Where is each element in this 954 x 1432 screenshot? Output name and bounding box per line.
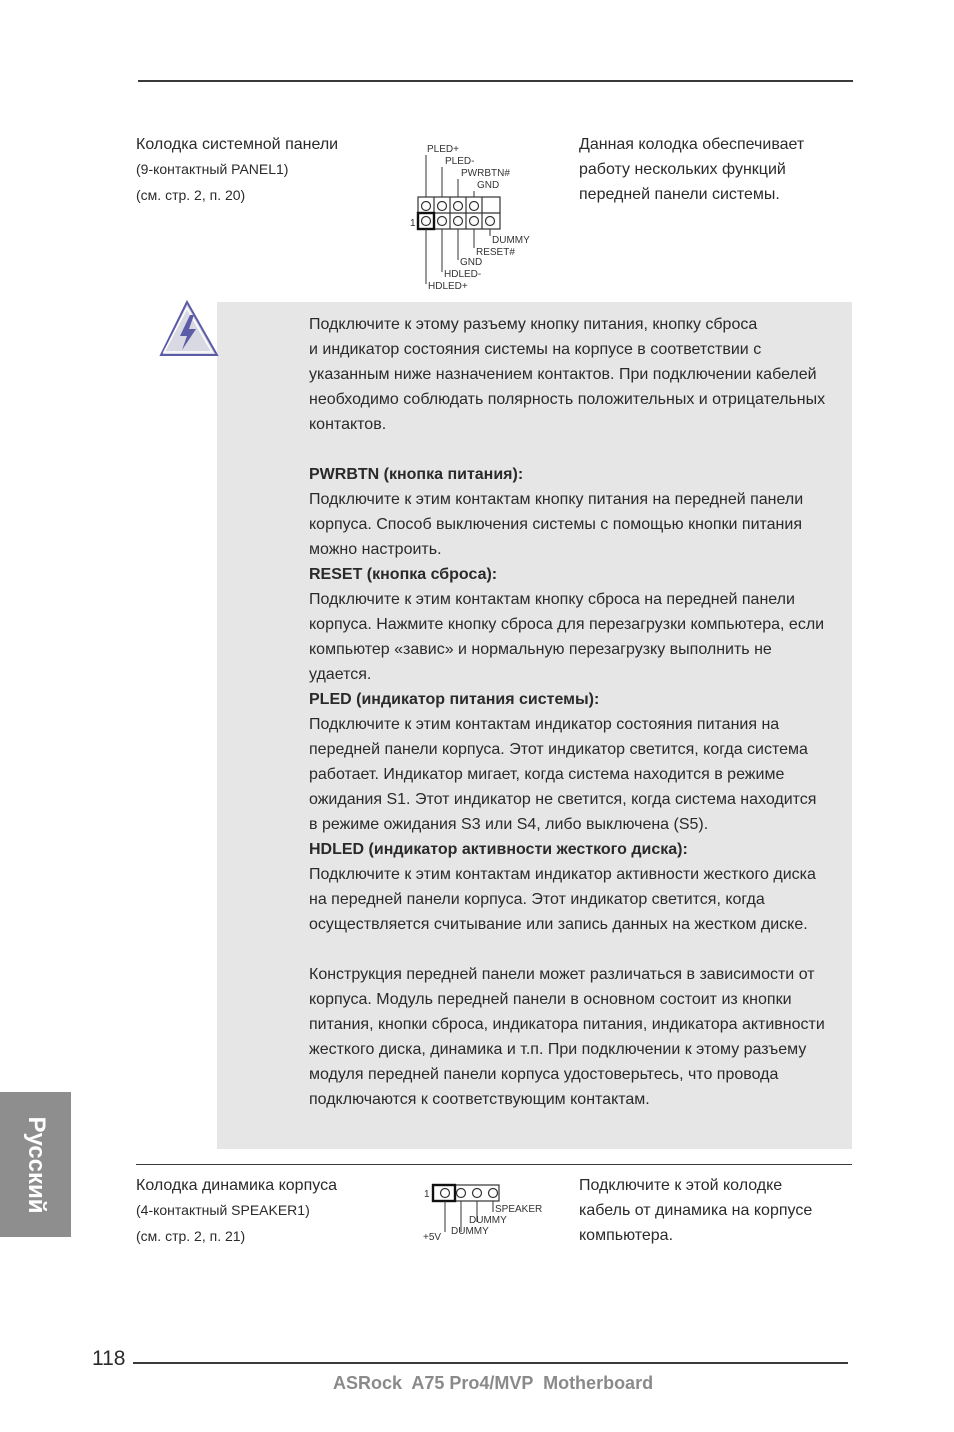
speaker-header-pins: (4-контактный SPEAKER1) xyxy=(136,1202,310,1218)
label-hdled-minus: HDLED- xyxy=(444,269,482,280)
language-side-tab xyxy=(0,1092,71,1237)
label-speaker-dummy2: DUMMY xyxy=(451,1226,489,1237)
speaker-desc-line: кабель от динамика на корпусе xyxy=(579,1202,813,1219)
warning-icon xyxy=(158,298,220,358)
label-plus5v: +5V xyxy=(423,1232,442,1242)
hdled-heading: HDLED (индикатор активности жесткого диска): xyxy=(309,841,688,858)
label-pwrbtn: PWRBTN# xyxy=(461,168,510,179)
hdled-line: Подключите к этим контактам индикатор активности жесткого диска xyxy=(309,866,816,883)
note-outro-line: модуля передней панели корпуса удостоверьтесь, что провода xyxy=(309,1066,779,1083)
pwrbtn-line: Подключите к этим контактам кнопку питания на передней панели xyxy=(309,491,804,508)
label-dummy: DUMMY xyxy=(492,235,530,246)
pwrbtn-line: можно настроить. xyxy=(309,541,442,558)
note-content xyxy=(309,312,854,1112)
note-intro-line: необходимо соблюдать полярность положительных и отрицательных xyxy=(309,391,826,408)
reset-line: Подключите к этим контактам кнопку сброса на передней панели xyxy=(309,591,795,608)
note-outro-line: Конструкция передней панели может различаться в зависимости от xyxy=(309,966,815,983)
pled-line: в режиме ожидания S3 или S4, либо выключена (S5). xyxy=(309,816,709,833)
label-gnd-top: GND xyxy=(477,180,500,191)
label-speaker-dummy1: DUMMY xyxy=(469,1215,507,1226)
label-speaker: SPEAKER xyxy=(495,1204,543,1215)
label-pled-minus: PLED- xyxy=(445,156,475,167)
panel-header-pins: (9-контактный PANEL1) xyxy=(136,161,289,177)
note-outro-line: корпуса. Модуль передней панели в основном состоит из кнопки xyxy=(309,991,792,1008)
panel-desc-line: передней панели системы. xyxy=(579,186,780,203)
panel-desc-line: работу нескольких функций xyxy=(579,161,786,178)
hdled-line: на передней панели корпуса. Этот индикатор светится, когда xyxy=(309,891,765,908)
note-intro-line: контактов. xyxy=(309,416,387,433)
label-reset: RESET# xyxy=(476,247,515,258)
reset-line: компьютер «завис» и нормальную перезагрузку выполнить не xyxy=(309,641,772,658)
panel-header-ref: (см. стр. 2, п. 20) xyxy=(136,187,246,203)
label-pin1: 1 xyxy=(410,218,416,229)
pled-heading: PLED (индикатор питания системы): xyxy=(309,691,600,708)
reset-heading: RESET (кнопка сброса): xyxy=(309,566,498,583)
speaker-desc-line: компьютера. xyxy=(579,1227,674,1244)
note-outro-line: подключаются к соответствующим контактам. xyxy=(309,1091,650,1108)
speaker-header-description xyxy=(579,1173,812,1248)
pwrbtn-line: корпуса. Способ выключения системы с помощью кнопки питания xyxy=(309,516,802,533)
pled-line: передней панели корпуса. Этот индикатор светится, когда система xyxy=(309,741,808,758)
label-hdled-plus: HDLED+ xyxy=(428,281,468,292)
panel1-pin-diagram xyxy=(405,140,545,295)
panel-header-title: Колодка системной панели xyxy=(136,136,339,153)
speaker-header-title: Колодка динамика корпуса xyxy=(136,1177,337,1194)
pled-line: ожидания S1. Этот индикатор не светится, когда система находится xyxy=(309,791,817,808)
note-intro-line: указанным ниже назначением контактов. При подключении кабелей xyxy=(309,366,817,383)
note-outro-line: жесткого диска, динамика и т.п. При подключении к этому разъему xyxy=(309,1041,807,1058)
note-intro-line: и индикатор состояния системы на корпусе в соответствии с xyxy=(309,341,762,358)
label-gnd-bottom: GND xyxy=(460,257,483,268)
reset-line: удается. xyxy=(309,666,372,683)
label-speaker-pin1: 1 xyxy=(424,1189,430,1200)
page-number: 118 xyxy=(92,1347,126,1370)
speaker-header-ref: (см. стр. 2, п. 21) xyxy=(136,1228,246,1244)
speaker-rule xyxy=(136,1164,852,1165)
hdled-line: осуществляется считывание или запись данных на жестком диске. xyxy=(309,916,808,933)
pled-line: Подключите к этим контактам индикатор состояния питания на xyxy=(309,716,780,733)
top-rule xyxy=(138,80,853,82)
pled-line: работает. Индикатор мигает, когда система находится в режиме xyxy=(309,766,785,783)
speaker1-pin-diagram xyxy=(418,1178,548,1242)
pwrbtn-heading: PWRBTN (кнопка питания): xyxy=(309,466,524,483)
speaker-desc-line: Подключите к этой колодке xyxy=(579,1177,783,1194)
note-intro-line: Подключите к этому разъему кнопку питания, кнопку сброса xyxy=(309,316,758,333)
note-outro-line: питания, кнопки сброса, индикатора питания, индикатора активности xyxy=(309,1016,825,1033)
panel-header-description xyxy=(579,132,804,207)
panel-desc-line: Данная колодка обеспечивает xyxy=(579,136,805,153)
reset-line: корпуса. Нажмите кнопку сброса для перезагрузки компьютера, если xyxy=(309,616,825,633)
label-pled-plus: PLED+ xyxy=(427,144,459,155)
side-tab-label: Русский xyxy=(22,1116,50,1213)
footer-product: ASRock A75 Pro4/MVP Motherboard xyxy=(333,1373,654,1393)
footer-rule xyxy=(133,1362,848,1364)
